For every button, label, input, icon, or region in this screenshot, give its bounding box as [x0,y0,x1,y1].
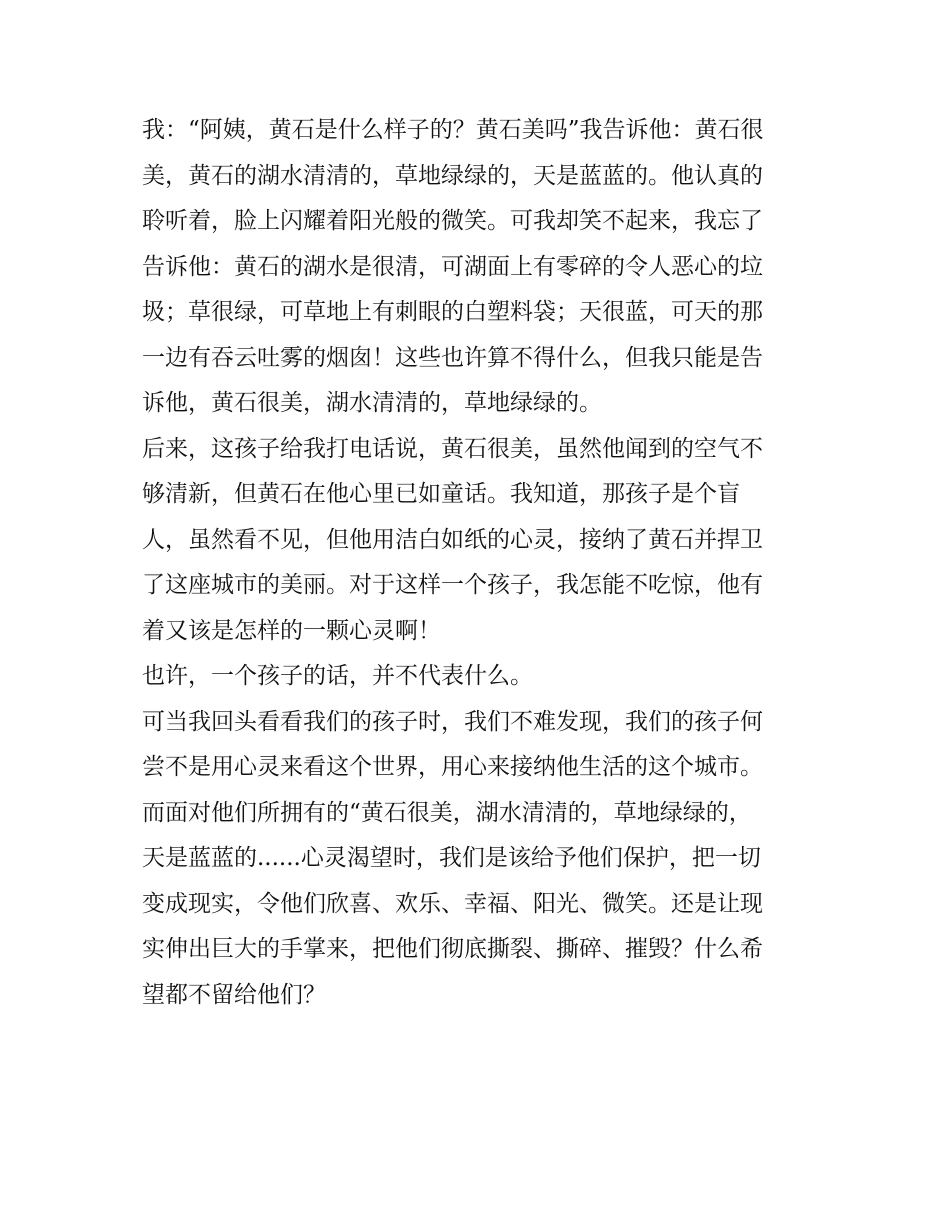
text-line: 着又该是怎样的一颗心灵啊！ [142,617,441,644]
text-line: 天是蓝蓝的......心灵渴望时，我们是该给予他们保护，把一切 [142,845,761,871]
document-page [142,108,817,1018]
text-line: 我：“阿姨，黄石是什么样子的？黄石美吗”我告诉他：黄石很 [142,117,764,143]
text-line: 而面对他们所拥有的“黄石很美，湖水清清的，草地绿绿的， [142,799,752,826]
text-line: 后来，这孩子给我打电话说，黄石很美，虽然他闻到的空气不 [142,435,763,462]
text-line: 可当我回头看看我们的孩子时，我们不难发现，我们的孩子何 [142,708,763,735]
text-line: 诉他，黄石很美，湖水清清的，草地绿绿的。 [142,390,602,416]
text-line: 人，虽然看不见，但他用洁白如纸的心灵，接纳了黄石并捍卫 [142,526,763,553]
text-line: 尝不是用心灵来看这个世界，用心来接纳他生活的这个城市。 [142,754,763,780]
text-line: 望都不留给他们？ [142,981,326,1008]
text-line: 变成现实，令他们欣喜、欢乐、幸福、阳光、微笑。还是让现 [142,890,763,917]
text-line: 一边有吞云吐雾的烟囱！这些也许算不得什么，但我只能是告 [142,344,763,371]
text-line: 了这座城市的美丽。对于这样一个孩子，我怎能不吃惊，他有 [142,572,763,598]
text-line: 也许，一个孩子的话，并不代表什么。 [142,663,533,689]
text-line: 告诉他：黄石的湖水是很清，可湖面上有零碎的令人恶心的垃 [142,253,763,280]
text-line: 够清新，但黄石在他心里已如童话。我知道，那孩子是个盲 [142,481,740,507]
text-line: 聆听着，脸上闪耀着阳光般的微笑。可我却笑不起来，我忘了 [142,208,763,234]
text-line: 实伸出巨大的手掌来，把他们彻底撕裂、撕碎、摧毁？什么希 [142,936,763,962]
text-line: 美，黄石的湖水清清的，草地绿绿的，天是蓝蓝的。他认真的 [142,162,763,189]
text-line: 圾；草很绿，可草地上有刺眼的白塑料袋；天很蓝，可天的那 [142,299,763,325]
